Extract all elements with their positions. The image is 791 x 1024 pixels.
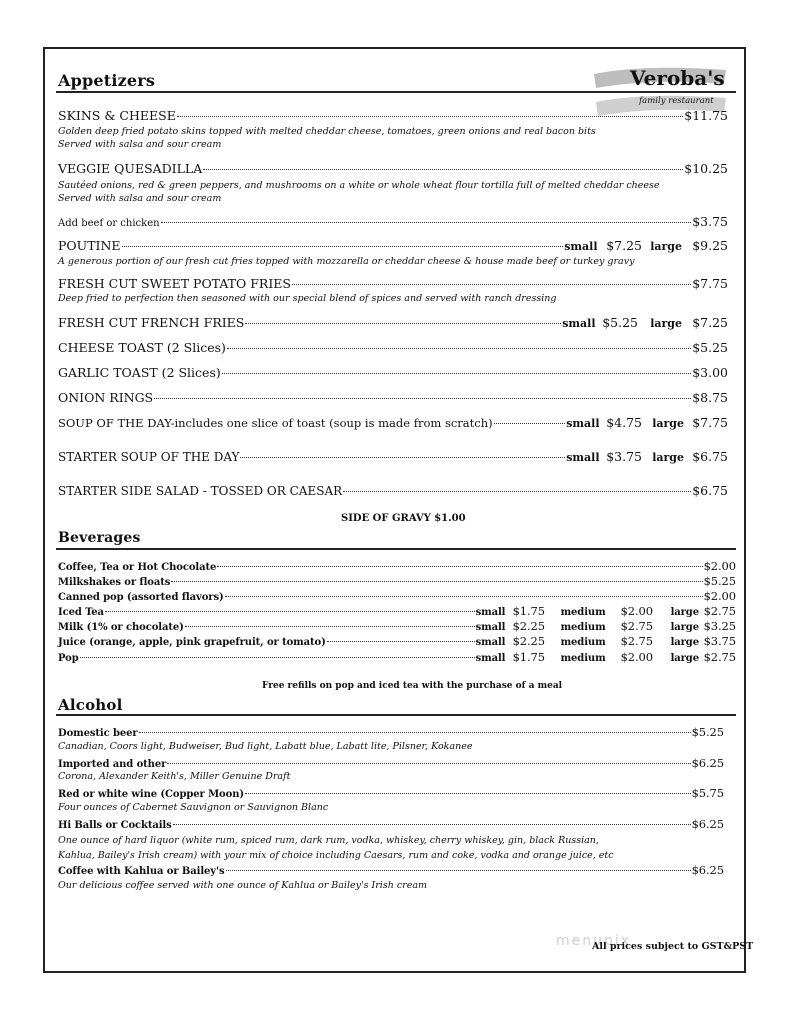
beverages-title: Beverages <box>58 530 141 546</box>
item-description: Canadian, Coors light, Budweiser, Bud light, Labatt blue, Labatt lite, Pilsner, Kokanee <box>58 741 473 752</box>
menu-item: POUTINE small $7.25 large $9.25 <box>58 238 728 253</box>
alcohol-rule <box>56 714 736 716</box>
menu-item: Milk (1% or chocolate) small $2.25 medium $2.75 large $3.25 <box>58 619 736 633</box>
menu-item: Add beef or chicken $3.75 <box>58 214 728 229</box>
item-description: Golden deep fried potato skins topped with melted cheddar cheese, tomatoes, green onions and real bacon bits Served with salsa and sour cream <box>58 126 596 150</box>
menu-item: Juice (orange, apple, pink grapefruit, or tomato) small $2.25 medium $2.75 large $3.75 <box>58 634 736 648</box>
menu-item: Canned pop (assorted flavors) $2.00 <box>58 589 736 603</box>
logo-name: Veroba's <box>630 66 725 90</box>
price-disclaimer: All prices subject to GST&PST <box>592 941 754 952</box>
menu-item: VEGGIE QUESADILLA $10.25 <box>58 161 728 176</box>
menu-item: Imported and other $6.25 <box>58 756 724 770</box>
menu-item: Coffee with Kahlua or Bailey's $6.25 <box>58 863 724 877</box>
menu-item: FRESH CUT SWEET POTATO FRIES $7.75 <box>58 276 728 291</box>
menu-item: SKINS & CHEESE $11.75 <box>58 108 728 123</box>
appetizers-title: Appetizers <box>58 71 156 90</box>
item-description: One ounce of hard liquor (white rum, spiced rum, dark rum, vodka, whiskey, cherry whiskey, gin, black Russian, Kahlua, Bailey's Irish cream) with your mix of choice including Caesars, rum and coke, vodka and orange juice, etc <box>58 835 614 861</box>
menu-item: STARTER SOUP OF THE DAY small $3.75 large $6.75 <box>58 449 728 464</box>
menu-item: ONION RINGS $8.75 <box>58 390 728 405</box>
refills-note: Free refills on pop and iced tea with the purchase of a meal <box>262 681 563 691</box>
menu-item: STARTER SIDE SALAD - TOSSED OR CAESAR $6.75 <box>58 483 728 498</box>
item-description: Corona, Alexander Keith's, Miller Genuine Draft <box>58 771 291 782</box>
menu-item: SOUP OF THE DAY-includes one slice of toast (soup is made from scratch) small $4.75 large $7.75 <box>58 415 728 430</box>
gravy-note: SIDE OF GRAVY $1.00 <box>341 513 466 524</box>
menu-item: Iced Tea small $1.75 medium $2.00 large $2.75 <box>58 604 736 618</box>
menu-item: Milkshakes or floats $5.25 <box>58 574 736 588</box>
menu-item: Red or white wine (Copper Moon) $5.75 <box>58 786 724 800</box>
menu-item: GARLIC TOAST (2 Slices) $3.00 <box>58 365 728 380</box>
item-description: A generous portion of our fresh cut fries topped with mozzarella or cheddar cheese & house made beef or turkey gravy <box>58 256 635 267</box>
watermark: menupix <box>556 933 632 949</box>
menu-item: Pop small $1.75 medium $2.00 large $2.75 <box>58 650 736 664</box>
item-description: Deep fried to perfection then seasoned with our special blend of spices and served with ranch dressing <box>58 293 557 304</box>
item-description: Our delicious coffee served with one ounce of Kahlua or Bailey's Irish cream <box>58 880 428 891</box>
menu-item: Coffee, Tea or Hot Chocolate $2.00 <box>58 559 736 573</box>
item-description: Sautéed onions, red & green peppers, and mushrooms on a white or whole wheat flour tortilla full of melted cheddar cheese Served with salsa and sour cream <box>58 180 660 204</box>
logo-tagline: family restaurant <box>639 96 714 106</box>
menu-item: CHEESE TOAST (2 Slices) $5.25 <box>58 340 728 355</box>
menu-item: FRESH CUT FRENCH FRIES small $5.25 large $7.25 <box>58 315 728 330</box>
item-description: Four ounces of Cabernet Sauvignon or Sauvignon Blanc <box>58 802 329 813</box>
appetizers-rule <box>56 91 736 93</box>
alcohol-title: Alcohol <box>58 696 123 714</box>
menu-item: Hi Balls or Cocktails $6.25 <box>58 817 724 831</box>
beverages-rule <box>56 548 736 550</box>
menu-item: Domestic beer $5.25 <box>58 725 724 739</box>
